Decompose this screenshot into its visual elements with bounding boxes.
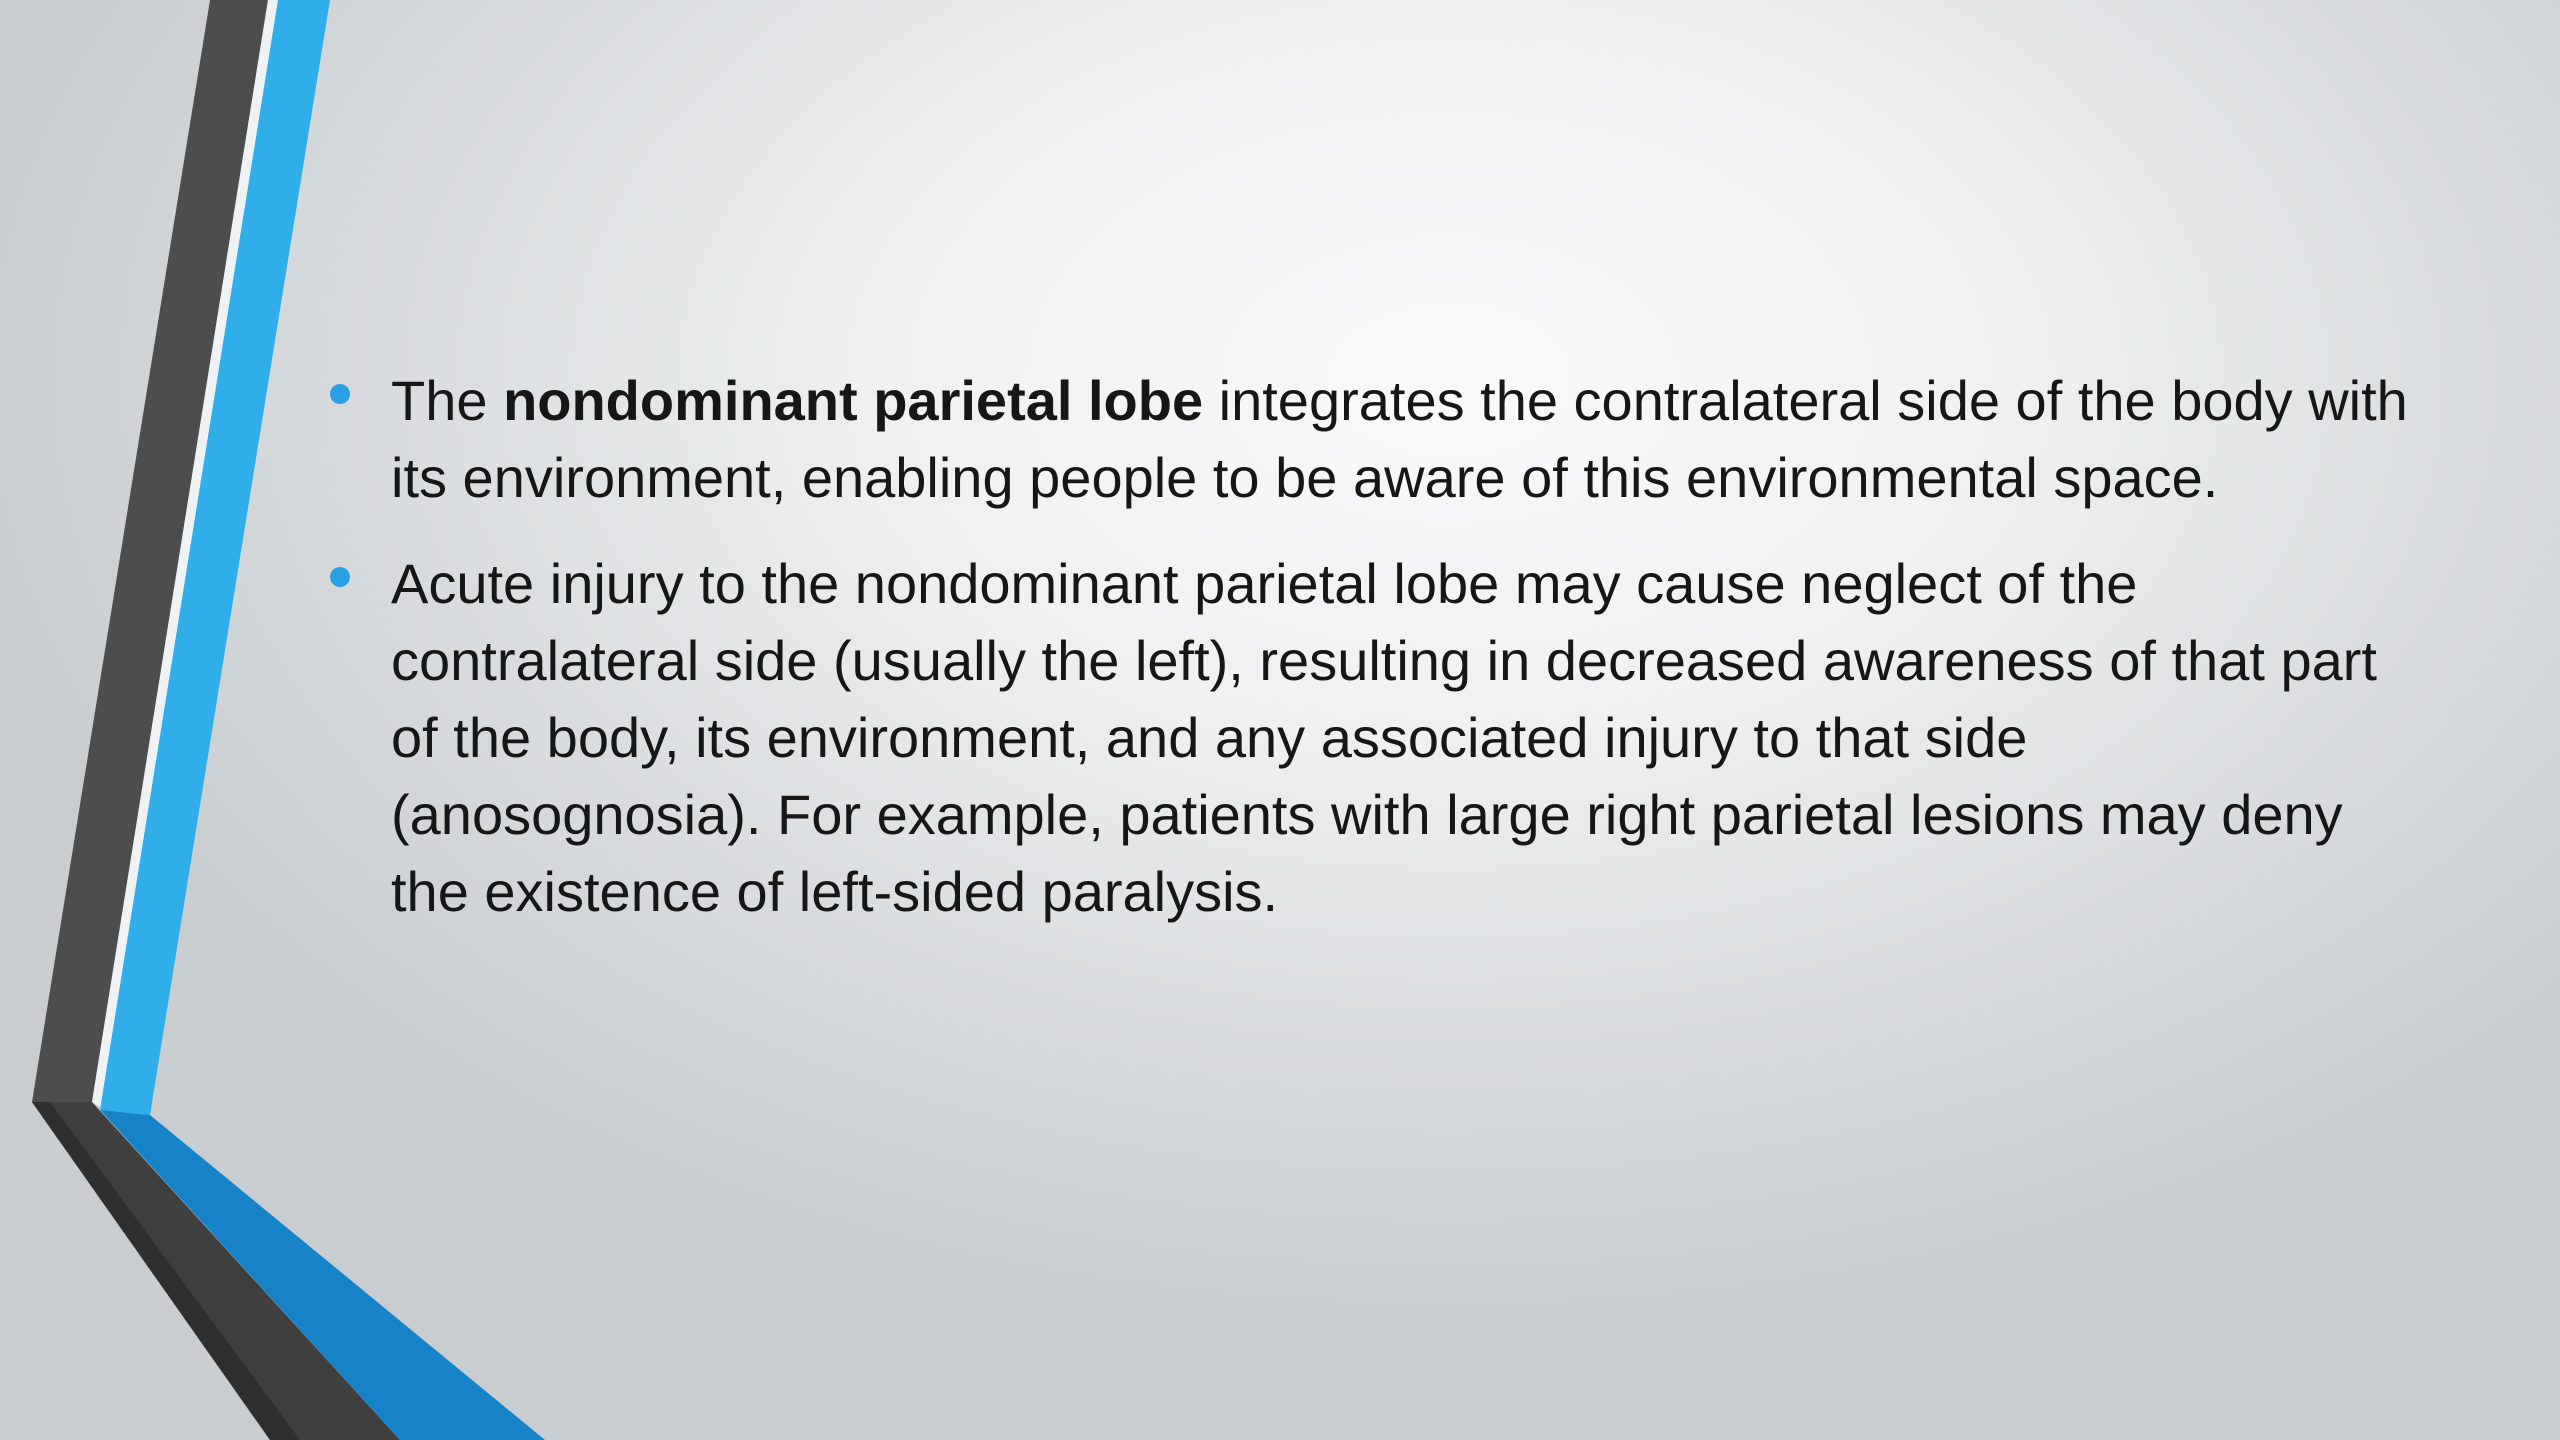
- bullet-dot-icon: [330, 384, 350, 404]
- bullet-item: [330, 362, 2410, 516]
- bullet-item: [330, 545, 2410, 930]
- bullet-dot-icon: [330, 567, 350, 587]
- bullet-text-suffix: integrates the contralateral side of the body with its environment, enabling people to be aware of this environmental space.: [391, 369, 2408, 509]
- bullet-text: Acute injury to the nondominant parietal lobe may cause neglect of the contralateral side (usually the left), resulting in decreased awareness of that part of the body, its environment, and any associated injury to that side (anosognosia). For example, patients with large right parietal lesions may deny the existence of left-sided paralysis.: [391, 552, 2377, 923]
- bullet-text-prefix: The: [391, 369, 504, 432]
- bullet-text-bold: nondominant parietal lobe: [503, 369, 1204, 432]
- slide-content: [330, 362, 2410, 959]
